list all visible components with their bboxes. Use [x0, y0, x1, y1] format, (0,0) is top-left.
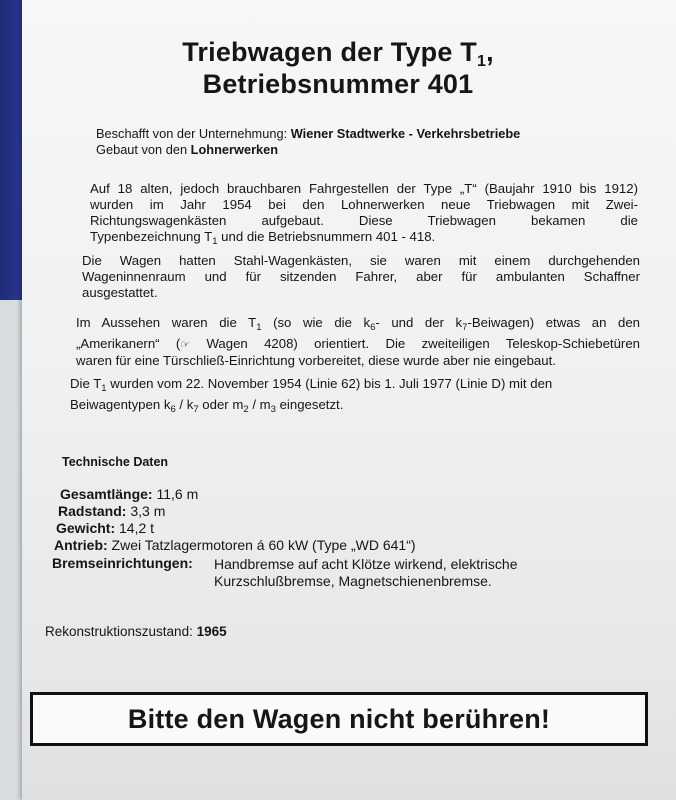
procurement-line: Beschafft von der Unternehmung: Wiener Stadtwerke - Verkehrsbetriebe	[96, 126, 521, 141]
spec-drive: Antrieb: Zwei Tatzlagermotoren á 60 kW (Type „WD 641“)	[54, 537, 416, 553]
history-paragraph-1: Auf 18 alten, jedoch brauchbaren Fahrgestellen der Type „T“ (Baujahr 1910 bis 1912) wurden im Jahr 1954 bei den Lohnerwerken neue Triebwagen mit Zwei- Richtungswagenkästen aufgebaut. Diese Triebwagen bekamen die Typenbezeichnung $T_1$ und die Betriebsnummern 401 - 418.	[90, 181, 638, 247]
do-not-touch-notice	[30, 692, 648, 746]
history-paragraph-3: Im Aussehen waren die $T_1$ (so wie die $k_6-$ und der $k_7-Beiwagen$) etwas an den „Amerikanern“ (☞ Wagen 4208) orientiert. Die zweiteiligen Teleskop-Schiebetüren waren für eine Türschließ-Einrichtung vorbereitet, diese wurde aber nie eingebaut.	[76, 315, 640, 368]
spec-brakes-value: Handbremse auf acht Klötze wirkend, elektrische Kurzschlußbremse, Magnetschienenbremse.	[214, 556, 518, 589]
history-paragraph-4: Die $T_1$ wurden vom 22. November 1954 (Linie 62) bis 1. Juli 1977 (Linie D) mit den Beiwagentypen $k_6 / k_7$ oder $m_2 / m_3$ eingesetzt.	[70, 376, 553, 415]
history-paragraph-2: Die Wagen hatten Stahl-Wagenkästen, sie waren mit einem durchgehenden Wageninnenraum und für sitzenden Fahrer, aber für ambulanten Schaffner ausgestattet.	[82, 253, 640, 300]
builder-line: Gebaut von den Lohnerwerken	[96, 142, 279, 157]
spec-length: Gesamtlänge: 11,6 m	[60, 486, 199, 502]
reconstruction-state: Rekonstruktionszustand: 1965	[45, 624, 227, 639]
page-title-line2: Betriebsnummer 401	[202, 69, 474, 99]
page-title-line1: Triebwagen der Type $T_1$,	[182, 37, 494, 70]
procurement-info	[96, 126, 520, 158]
pointing-hand-icon: ☞	[180, 339, 191, 351]
notice-text: Bitte den Wagen nicht berühren!	[127, 703, 551, 734]
technical-data-heading: Technische Daten	[62, 455, 169, 469]
spec-wheelbase: Radstand: 3,3 m	[58, 503, 166, 519]
spec-weight: Gewicht: 14,2 t	[56, 520, 155, 536]
spec-brakes-label: Bremseinrichtungen:	[52, 555, 193, 571]
